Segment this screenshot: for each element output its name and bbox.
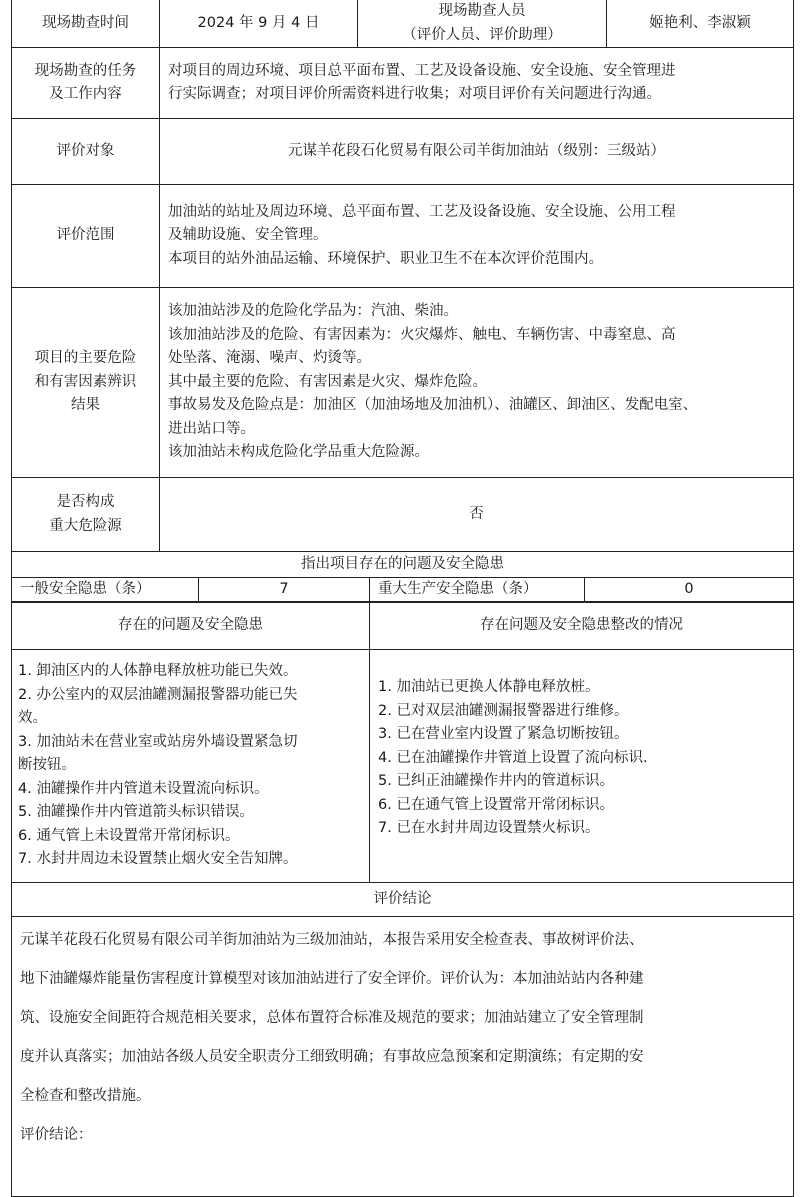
major-hazard-count-label: 重大生产安全隐患（条） [370, 578, 585, 603]
major-hazard-value: 否 [160, 478, 794, 552]
conclusion-header-row [12, 883, 794, 917]
survey-people-label-line: 现场勘查人员 [438, 3, 526, 19]
survey-people-value: 姬艳利、李淑颖 [607, 0, 794, 48]
rectification-header-row [12, 602, 794, 650]
survey-people-label-line: （评价人员、评价助理） [402, 26, 562, 43]
hazard-identification-content [160, 288, 794, 478]
fix-item: 6. 已在通气管上设置常开常闭标识。 [378, 796, 614, 813]
evaluation-scope-content [160, 185, 794, 288]
problems-list [12, 650, 370, 883]
problem-item: 1. 卸油区内的人体静电释放桩功能已失效。 [18, 663, 298, 680]
survey-time-value: 2024 年 9 月 4 日 [160, 0, 358, 48]
fix-item: 1. 加油站已更换人体静电释放桩。 [378, 679, 600, 695]
fix-item: 5. 已纠正油罐操作井内的管道标识。 [378, 773, 614, 789]
fix-item: 4. 已在油罐操作井管道上设置了流向标识. [378, 749, 648, 766]
evaluation-scope-line: 及辅助设施、安全管理。 [168, 227, 328, 244]
conclusion-body [12, 917, 794, 1197]
major-hazard-row [12, 478, 794, 552]
problem-item: 6. 通气管上未设置常开常闭标识。 [18, 827, 240, 844]
problem-item: 5. 油罐操作井内管道箭头标识错误。 [18, 804, 254, 821]
survey-tasks-label-line: 及工作内容 [49, 86, 122, 102]
major-hazard-label-line: 重大危险源 [49, 517, 122, 534]
hazard-line: 该加油站涉及的危险化学品为：汽油、柴油。 [168, 303, 458, 320]
hazard-identification-row [12, 288, 794, 478]
survey-time-label: 现场勘查时间 [12, 0, 160, 48]
major-hazard-label [12, 478, 160, 552]
hazard-label-line: 结果 [71, 397, 100, 414]
issues-header-row [12, 552, 794, 578]
fix-item: 3. 已在营业室内设置了紧急切断按钮。 [378, 726, 629, 742]
survey-time-row [12, 0, 794, 48]
evaluation-scope-label: 评价范围 [12, 185, 160, 288]
conclusion-line: 元谋羊花段石化贸易有限公司羊街加油站为三级加油站，本报告采用安全检查表、事故树评价法、 [20, 932, 644, 948]
problem-item: 效。 [18, 710, 47, 727]
conclusion-body-row [12, 917, 794, 1197]
survey-tasks-content [160, 48, 794, 119]
hazard-line: 该加油站未构成危险化学品重大危险源。 [168, 444, 429, 461]
fixes-column-header: 存在问题及安全隐患整改的情况 [370, 602, 794, 650]
hazard-line: 进出站口等。 [168, 420, 255, 437]
conclusion-line: 评价结论： [20, 1127, 93, 1143]
hazard-identification-label [12, 288, 160, 478]
evaluation-scope-line: 加油站的站址及周边环境、总平面布置、工艺及设备设施、安全设施、公用工程 [168, 203, 676, 220]
general-hazard-label: 一般安全隐患（条） [12, 578, 199, 603]
rectification-body-row [12, 650, 794, 883]
evaluation-scope-row [12, 185, 794, 288]
survey-people-label [358, 0, 607, 48]
hazard-line: 该加油站涉及的危险、有害因素为：火灾爆炸、触电、车辆伤害、中毒窒息、高 [168, 326, 676, 343]
problem-item: 2. 办公室内的双层油罐测漏报警器功能已失 [18, 686, 298, 703]
conclusion-line: 度并认真落实；加油站各级人员安全职责分工细致明确；有事故应急预案和定期演练；有定期的安 [20, 1049, 644, 1065]
conclusion-table [11, 882, 794, 1197]
rectification-table [11, 601, 794, 883]
conclusion-line: 筑、设施安全间距符合规范相关要求，总体布置符合标准及规范的要求；加油站建立了安全管理制 [20, 1010, 644, 1026]
issues-table [11, 551, 794, 603]
fix-item: 2. 已对双层油罐测漏报警器进行维修。 [378, 702, 629, 719]
survey-info-table [11, 0, 794, 552]
fix-item: 7. 已在水封井周边设置禁火标识。 [378, 820, 600, 836]
evaluation-scope-line: 本项目的站外油品运输、环境保护、职业卫生不在本次评价范围内。 [168, 250, 603, 267]
issues-count-row [12, 578, 794, 603]
survey-tasks-line: 行实际调查；对项目评价所需资料进行收集；对项目评价有关问题进行沟通。 [168, 86, 661, 102]
conclusion-line: 全检查和整改措施。 [20, 1088, 151, 1104]
problem-item: 3. 加油站未在营业室或站房外墙设置紧急切 [18, 733, 298, 750]
survey-tasks-label [12, 48, 160, 119]
conclusion-header: 评价结论 [12, 883, 794, 917]
survey-tasks-line: 对项目的周边环境、项目总平面布置、工艺及设备设施、安全设施、安全管理进 [168, 62, 676, 79]
hazard-line: 事故易发及危险点是：加油区（加油场地及加油机）、油罐区、卸油区、发配电室、 [168, 397, 698, 414]
conclusion-line: 地下油罐爆炸能量伤害程度计算模型对该加油站进行了安全评价。评价认为：本加油站站内各种建 [20, 971, 644, 987]
evaluation-object-label: 评价对象 [12, 119, 160, 185]
problem-item: 4. 油罐操作井内管道未设置流向标识。 [18, 780, 269, 797]
evaluation-object-value: 元谋羊花段石化贸易有限公司羊街加油站（级别：三级站） [160, 119, 794, 185]
major-hazard-label-line: 是否构成 [56, 494, 115, 510]
fixes-list [370, 650, 794, 883]
issues-header: 指出项目存在的问题及安全隐患 [12, 552, 794, 578]
survey-tasks-row [12, 48, 794, 119]
hazard-label-line: 和有害因素辨识 [34, 373, 137, 390]
general-hazard-count: 7 [199, 578, 370, 603]
problem-item: 7. 水封井周边未设置禁止烟火安全告知牌。 [18, 851, 298, 868]
major-hazard-count: 0 [585, 578, 794, 603]
hazard-line: 处坠落、淹溺、噪声、灼烫等。 [168, 350, 371, 367]
survey-tasks-label-line: 现场勘查的任务 [34, 62, 137, 79]
problems-column-header: 存在的问题及安全隐患 [12, 602, 370, 650]
evaluation-object-row [12, 119, 794, 185]
hazard-label-line: 项目的主要危险 [34, 350, 137, 367]
hazard-line: 其中最主要的危险、有害因素是火灾、爆炸危险。 [168, 373, 487, 390]
problem-item: 断按钮。 [18, 757, 76, 774]
